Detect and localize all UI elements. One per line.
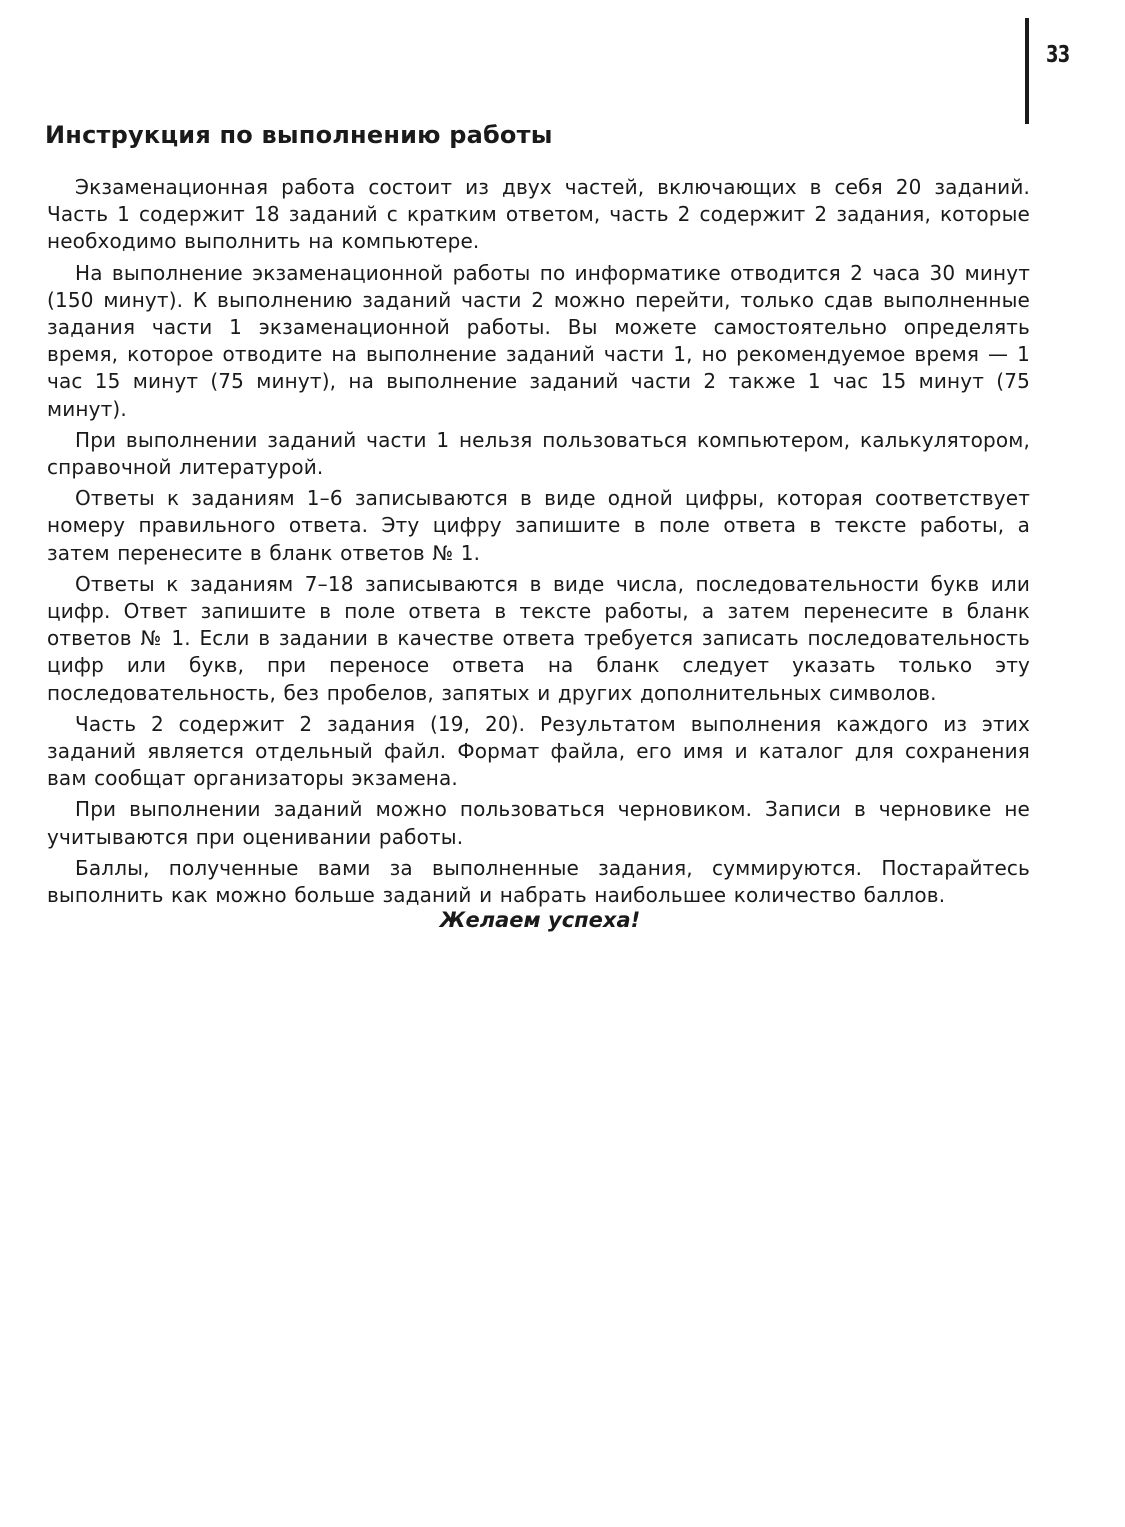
paragraph-scoring: Баллы, полученные вами за выполненные задания, суммируются. Постарайтесь выполнить как можно больше заданий и набрать наибольшее количество баллов.: [47, 855, 1030, 908]
paragraph-answers-1-6: Ответы к заданиям 1–6 записываются в виде одной цифры, которая соответствует номеру правильного ответа. Эту цифру запишите в поле ответа в тексте работы, а затем перенесите в бланк ответов № 1.: [47, 486, 1030, 565]
page-number: 33: [1046, 42, 1070, 68]
paragraph-structure: Экзаменационная работа состоит из двух частей, включающих в себя 20 заданий. Часть 1 содержит 18 заданий с кратким ответом, часть 2 содержит 2 задания, которые необходимо выполнить на компьютере.: [47, 175, 1030, 254]
paragraph-restrictions: При выполнении заданий части 1 нельзя пользоваться компьютером, калькулятором, справочной литературой.: [47, 427, 1030, 480]
paragraph-draft: При выполнении заданий можно пользоваться черновиком. Записи в черновике не учитываются при оценивании работы.: [47, 797, 1030, 849]
paragraph-part-2: Часть 2 содержит 2 задания (19, 20). Результатом выполнения каждого из этих заданий является отдельный файл. Формат файла, его имя и каталог для сохранения вам сообщат организаторы экзамена.: [47, 711, 1030, 791]
page-number-rule: [1025, 18, 1029, 124]
paragraph-time: На выполнение экзаменационной работы по информатике отводится 2 часа 30 минут (150 минут). К выполнению заданий части 2 можно перейти, только сдав выполненные задания части 1 экзаменационной работы. Вы можете самостоятельно определять время, которое отводите на выполнение заданий части 1, но рекомендуемое время — 1 час 15 минут (75 минут), на выполнение заданий части 2 также 1 час 15 минут (75 минут).: [47, 260, 1030, 421]
page-title: Инструкция по выполнению работы: [45, 121, 553, 149]
closing-wish: Желаем успеха!: [439, 908, 641, 932]
paragraph-answers-7-18: Ответы к заданиям 7–18 записываются в виде числа, последовательности букв или цифр. Ответ запишите в поле ответа в тексте работы, а затем перенесите в бланк ответов № 1. Если в задании в качестве ответа требуется записать последовательность цифр или букв, при переносе ответа на бланк следует указать только эту последовательность, без пробелов, запятых и других дополнительных символов.: [47, 571, 1030, 705]
instruction-body: [47, 174, 1030, 913]
